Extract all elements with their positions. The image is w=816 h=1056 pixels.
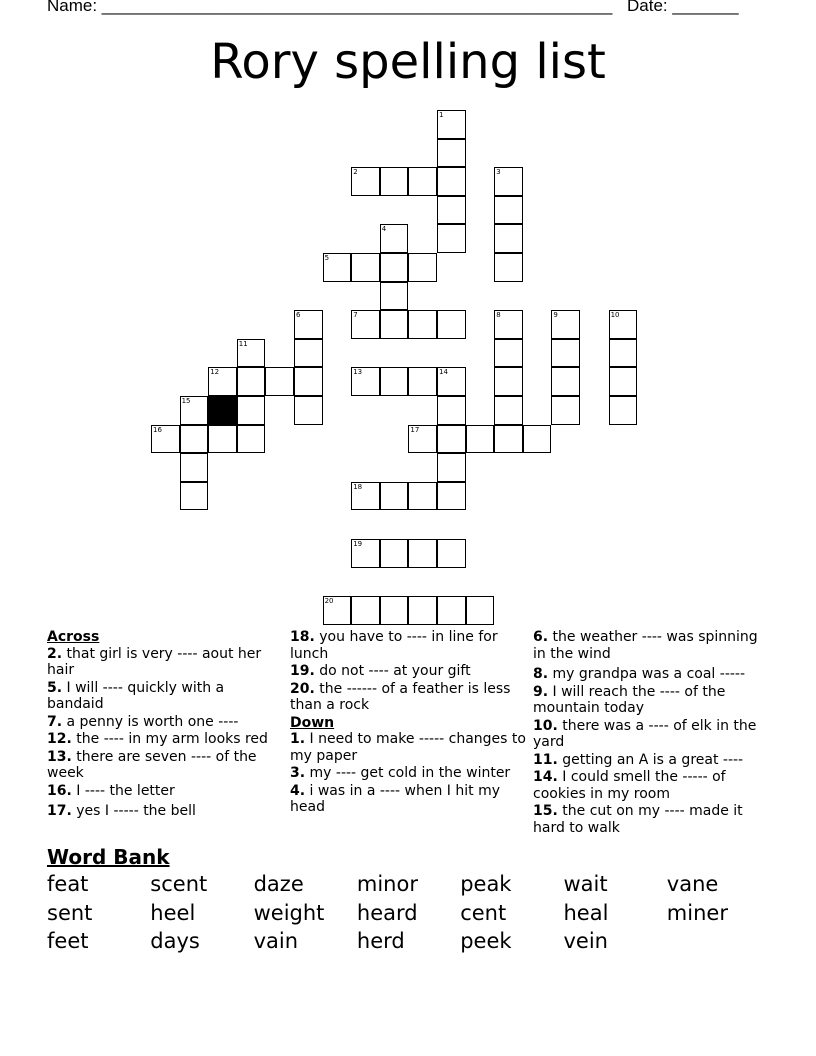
grid-cell[interactable] [351, 167, 380, 196]
clue-number-label: 8 [496, 311, 501, 320]
name-field[interactable]: Name: ______________________________________________________ [47, 0, 613, 15]
clue-text: I will ---- quickly with a bandaid [47, 679, 225, 712]
grid-cell[interactable] [180, 482, 209, 511]
clue-across [47, 803, 285, 820]
clue-across [290, 681, 528, 714]
clue-across [47, 749, 285, 782]
grid-cell[interactable] [551, 339, 580, 368]
word-bank-word: wait [563, 872, 608, 896]
grid-cell[interactable] [380, 167, 409, 196]
clue-text: there are seven ---- of the week [47, 748, 257, 781]
grid-cell[interactable] [494, 396, 523, 425]
grid-cell[interactable] [551, 310, 580, 339]
down-heading: Down [290, 714, 335, 731]
grid-cell[interactable] [380, 224, 409, 253]
word-bank-word: cent [460, 900, 507, 925]
clue-text: my ---- get cold in the winter [309, 765, 511, 781]
grid-cell[interactable] [237, 367, 266, 396]
word-bank-word: feet [47, 929, 89, 953]
grid-cell[interactable] [437, 482, 466, 511]
grid-cell[interactable] [408, 425, 437, 454]
grid-cell[interactable] [294, 367, 323, 396]
clue-text: the cut on my ---- made it hard to walk [533, 803, 743, 836]
grid-cell[interactable] [180, 453, 209, 482]
grid-cell[interactable] [494, 367, 523, 396]
grid-cell[interactable] [151, 425, 180, 454]
clue-number-label: 13 [353, 368, 363, 377]
grid-cell[interactable] [408, 539, 437, 568]
grid-cell[interactable] [294, 339, 323, 368]
clue-number-label: 20 [324, 597, 334, 606]
clue-across [290, 663, 528, 680]
clue-number-label: 9 [553, 311, 558, 320]
grid-cell[interactable] [294, 396, 323, 425]
clue-number: 18. [290, 629, 315, 645]
clue-text: a penny is worth one ---- [66, 713, 239, 730]
word-bank-word: miner [666, 900, 728, 925]
clue-text: there was a ---- of elk in the yard [533, 717, 757, 750]
clue-number: 2. [47, 645, 63, 662]
clue-number-label: 7 [353, 311, 358, 320]
grid-cell[interactable] [323, 596, 352, 625]
clue-number: 9. [533, 683, 549, 700]
clue-down [533, 684, 771, 717]
word-bank-word: daze [253, 872, 304, 896]
clue-number: 11. [533, 751, 558, 768]
word-bank-word: vein [563, 929, 608, 953]
word-bank-word: heal [563, 900, 609, 925]
grid-cell[interactable] [609, 396, 638, 425]
clue-down [533, 629, 771, 662]
grid-cell[interactable] [351, 539, 380, 568]
grid-cell[interactable] [408, 253, 437, 282]
clues-column-3 [533, 629, 771, 837]
clue-across [47, 714, 285, 731]
clue-down [533, 666, 771, 683]
grid-cell[interactable] [437, 367, 466, 396]
grid-cell[interactable] [408, 596, 437, 625]
word-bank-title: Word Bank [47, 845, 170, 869]
word-bank-word: sent [47, 900, 93, 925]
grid-cell[interactable] [551, 367, 580, 396]
grid-cell[interactable] [437, 425, 466, 454]
clue-number-label: 2 [353, 168, 358, 177]
clue-number-label: 17 [410, 425, 420, 434]
grid-cell[interactable] [323, 253, 352, 282]
clue-across [290, 629, 528, 662]
clue-number-label: 11 [238, 339, 248, 348]
grid-cell[interactable] [609, 367, 638, 396]
clue-number-label: 15 [181, 397, 191, 405]
grid-cell[interactable] [437, 596, 466, 625]
grid-cell[interactable] [237, 425, 266, 454]
word-bank-word: vain [253, 929, 299, 953]
grid-cell[interactable] [494, 310, 523, 339]
grid-cell[interactable] [494, 425, 523, 454]
grid-cell[interactable] [380, 367, 409, 396]
grid-cell[interactable] [494, 339, 523, 368]
clue-number-label: 3 [496, 168, 501, 177]
clue-down [290, 731, 528, 764]
grid-cell[interactable] [494, 253, 523, 282]
page-title: Rory spelling list [210, 34, 606, 90]
grid-cell[interactable] [351, 310, 380, 339]
grid-cell[interactable] [408, 367, 437, 396]
clue-number: 7. [47, 713, 63, 730]
clue-text: I could smell the ----- of cookies in my room [533, 769, 726, 802]
clue-number: 13. [47, 748, 72, 765]
clue-number-label: 1 [439, 111, 444, 119]
grid-cell[interactable] [380, 539, 409, 568]
grid-cell[interactable] [437, 539, 466, 568]
grid-cell[interactable] [466, 596, 495, 625]
clue-down [533, 718, 771, 751]
clue-text: you have to ---- in line for lunch [290, 629, 498, 662]
word-bank-word: scent [150, 872, 208, 896]
clue-number-label: 5 [324, 254, 330, 262]
grid-cell[interactable] [208, 425, 237, 454]
grid-cell[interactable] [265, 367, 294, 396]
grid-cell[interactable] [437, 167, 466, 196]
clue-number-label: 6 [296, 311, 301, 320]
clue-number-label: 14 [439, 368, 448, 377]
grid-cell[interactable] [408, 310, 437, 339]
clue-number: 6. [533, 629, 549, 645]
word-bank-word: vane [666, 872, 719, 896]
clue-number: 17. [47, 803, 72, 819]
word-bank-word: weight [253, 900, 325, 925]
grid-cell[interactable] [380, 253, 409, 282]
word-bank-word: heard [356, 900, 418, 925]
grid-cell[interactable] [523, 425, 552, 454]
clue-number: 5. [47, 679, 63, 696]
clue-number-label: 10 [610, 311, 620, 320]
clue-down [533, 803, 771, 836]
grid-cell[interactable] [494, 196, 523, 225]
word-bank-word: peak [460, 872, 512, 896]
clue-number-label: 18 [353, 482, 363, 491]
grid-cell[interactable] [437, 310, 466, 339]
grid-cell[interactable] [437, 396, 466, 425]
grid-cell[interactable] [437, 139, 466, 168]
grid-cell[interactable] [494, 167, 523, 196]
clues-column-2 [290, 629, 528, 817]
grid-cell[interactable] [208, 367, 237, 396]
clue-number-label: 19 [353, 540, 363, 548]
clue-text: the ------ of a feather is less than a rock [290, 680, 511, 713]
clue-text: getting an A is a great ---- [562, 751, 744, 768]
grid-cell[interactable] [380, 310, 409, 339]
grid-cell[interactable] [609, 310, 638, 339]
clue-text: the weather ---- was spinning in the wind [533, 629, 758, 662]
clue-across [47, 680, 285, 713]
word-bank-word: feat [47, 872, 89, 896]
clue-number: 14. [533, 769, 558, 785]
grid-cell[interactable] [237, 396, 266, 425]
word-bank-word: peek [460, 929, 512, 953]
grid-cell[interactable] [551, 396, 580, 425]
clue-text: yes I ----- the bell [76, 803, 196, 819]
grid-cell[interactable] [180, 425, 209, 454]
date-field[interactable]: Date: _______ [627, 0, 739, 15]
grid-cell[interactable] [180, 396, 209, 425]
grid-cell[interactable] [466, 425, 495, 454]
clue-number-label: 16 [153, 425, 162, 434]
grid-cell[interactable] [351, 367, 380, 396]
clue-across [47, 731, 285, 748]
grid-cell[interactable] [351, 596, 380, 625]
grid-cell[interactable] [351, 253, 380, 282]
clue-number: 20. [290, 680, 315, 697]
clue-across [47, 783, 285, 800]
word-bank-word: minor [356, 872, 418, 896]
clue-down [533, 769, 771, 802]
clue-number: 8. [533, 666, 549, 682]
clue-number: 10. [533, 717, 558, 734]
word-bank-word: herd [356, 929, 405, 953]
clue-down [290, 783, 528, 816]
clue-down [290, 765, 528, 782]
clue-text: do not ---- at your gift [319, 663, 471, 679]
word-bank-word: heel [150, 900, 196, 925]
grid-cell[interactable] [237, 339, 266, 368]
grid-cell[interactable] [294, 310, 323, 339]
clue-text: the ---- in my arm looks red [76, 731, 268, 747]
black-cell [208, 396, 237, 425]
clue-text: i was in a ---- when I hit my head [290, 782, 500, 815]
grid-cell[interactable] [351, 482, 380, 511]
clues-column-1 [47, 629, 285, 821]
grid-cell[interactable] [437, 110, 466, 139]
grid-cell[interactable] [437, 453, 466, 482]
grid-cell[interactable] [437, 196, 466, 225]
clue-number: 16. [47, 782, 72, 799]
grid-cell[interactable] [408, 167, 437, 196]
clue-text: I need to make ----- changes to my paper [290, 731, 526, 764]
clue-number: 1. [290, 731, 306, 747]
clue-number-label: 12 [210, 368, 220, 377]
clue-text: my grandpa was a coal ----- [552, 666, 746, 682]
clue-down [533, 752, 771, 769]
grid-cell[interactable] [609, 339, 638, 368]
grid-cell[interactable] [380, 596, 409, 625]
grid-cell[interactable] [437, 224, 466, 253]
clue-number-label: 4 [381, 225, 387, 234]
clue-number: 12. [47, 731, 72, 747]
grid-cell[interactable] [380, 282, 409, 311]
word-bank-word: days [150, 929, 200, 953]
clue-text: that girl is very ---- aout her hair [47, 645, 262, 678]
grid-cell[interactable] [408, 482, 437, 511]
grid-cell[interactable] [494, 224, 523, 253]
clue-number: 3. [290, 765, 306, 781]
clue-text: I will reach the ---- of the mountain today [533, 683, 726, 716]
across-heading: Across [47, 629, 100, 645]
clue-number: 15. [533, 803, 558, 819]
clue-across [47, 646, 285, 679]
clue-text: I ---- the letter [76, 782, 175, 799]
clue-number: 4. [290, 782, 306, 799]
clue-number: 19. [290, 663, 315, 679]
grid-cell[interactable] [380, 482, 409, 511]
